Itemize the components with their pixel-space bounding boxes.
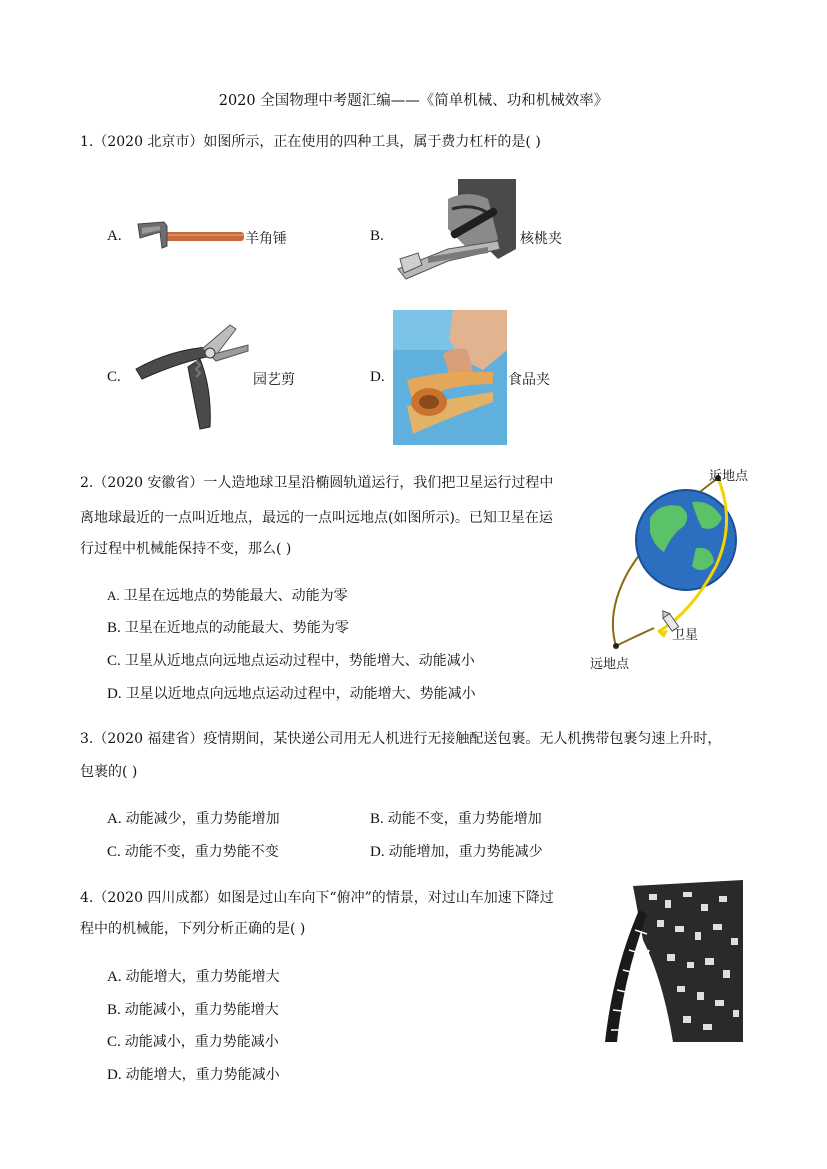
- q3-option-b[interactable]: B. 动能不变，重力势能增加: [370, 811, 542, 827]
- perigee-label: 近地点: [709, 469, 749, 484]
- q1-option-d-letter[interactable]: D.: [370, 369, 385, 385]
- q2-option-c[interactable]: C. 卫星从近地点向远地点运动过程中，势能增大、动能减小: [107, 653, 475, 669]
- q2-option-b[interactable]: B. 卫星在近地点的动能最大、势能为零: [107, 620, 349, 636]
- q2-stem-line-3: 行过程中机械能保持不变，那么( ): [80, 541, 292, 557]
- nutcracker-icon: [388, 179, 516, 289]
- q3-option-c[interactable]: C. 动能不变，重力势能不变: [107, 844, 279, 860]
- hammer-icon: [134, 212, 246, 258]
- q1-option-a-letter[interactable]: A.: [107, 228, 122, 244]
- q4-option-b[interactable]: B. 动能减小，重力势能增大: [107, 1002, 279, 1018]
- q1-stem: 1.（2020 北京市）如图所示，正在使用的四种工具，属于费力杠杆的是( ): [80, 134, 541, 150]
- q1-option-b-letter[interactable]: B.: [370, 228, 384, 244]
- q1-option-c-letter[interactable]: C.: [107, 369, 121, 385]
- q3-option-a[interactable]: A. 动能减少，重力势能增加: [107, 811, 280, 827]
- satellite-orbit-figure: [588, 462, 756, 674]
- roller-coaster-figure: [603, 880, 743, 1042]
- q2-option-d[interactable]: D. 卫星以近地点向远地点运动过程中，动能增大、势能减小: [107, 686, 476, 702]
- q2-stem-line-2: 离地球最近的一点叫近地点，最远的一点叫远地点(如图所示)。已知卫星在运: [80, 510, 553, 526]
- pruning-shears-icon: [132, 319, 252, 431]
- q1-option-c-label: 园艺剪: [253, 372, 295, 388]
- q3-stem-line-2: 包裹的( ): [80, 764, 138, 780]
- q1-option-b-label: 核桃夹: [520, 231, 562, 247]
- page-title: 2020 全国物理中考题汇编——《简单机械、功和机械效率》: [218, 93, 609, 109]
- q1-option-d-label: 食品夹: [508, 372, 550, 388]
- q3-stem-line-1: 3.（2020 福建省）疫情期间，某快递公司用无人机进行无接触配送包裹。无人机携带包裹匀速上升时，: [80, 731, 722, 747]
- q1-option-a-label: 羊角锤: [245, 231, 287, 247]
- q4-option-a[interactable]: A. 动能增大，重力势能增大: [107, 969, 280, 985]
- q4-stem-line-2: 程中的机械能，下列分析正确的是( ): [80, 921, 306, 937]
- q4-option-d[interactable]: D. 动能增大，重力势能减小: [107, 1067, 280, 1083]
- q2-stem-line-1: 2.（2020 安徽省）一人造地球卫星沿椭圆轨道运行，我们把卫星运行过程中: [80, 475, 554, 491]
- q4-option-c[interactable]: C. 动能减小，重力势能减小: [107, 1034, 279, 1050]
- q3-option-d[interactable]: D. 动能增加，重力势能减少: [370, 844, 543, 860]
- food-tongs-icon: [393, 310, 507, 445]
- satellite-label: 卫星: [672, 628, 699, 643]
- q4-stem-line-1: 4.（2020 四川成都）如图是过山车向下“俯冲”的情景，对过山车加速下降过: [80, 890, 554, 906]
- q2-option-a[interactable]: A. 卫星在远地点的势能最大、动能为零: [107, 588, 348, 604]
- apogee-label: 远地点: [590, 657, 630, 672]
